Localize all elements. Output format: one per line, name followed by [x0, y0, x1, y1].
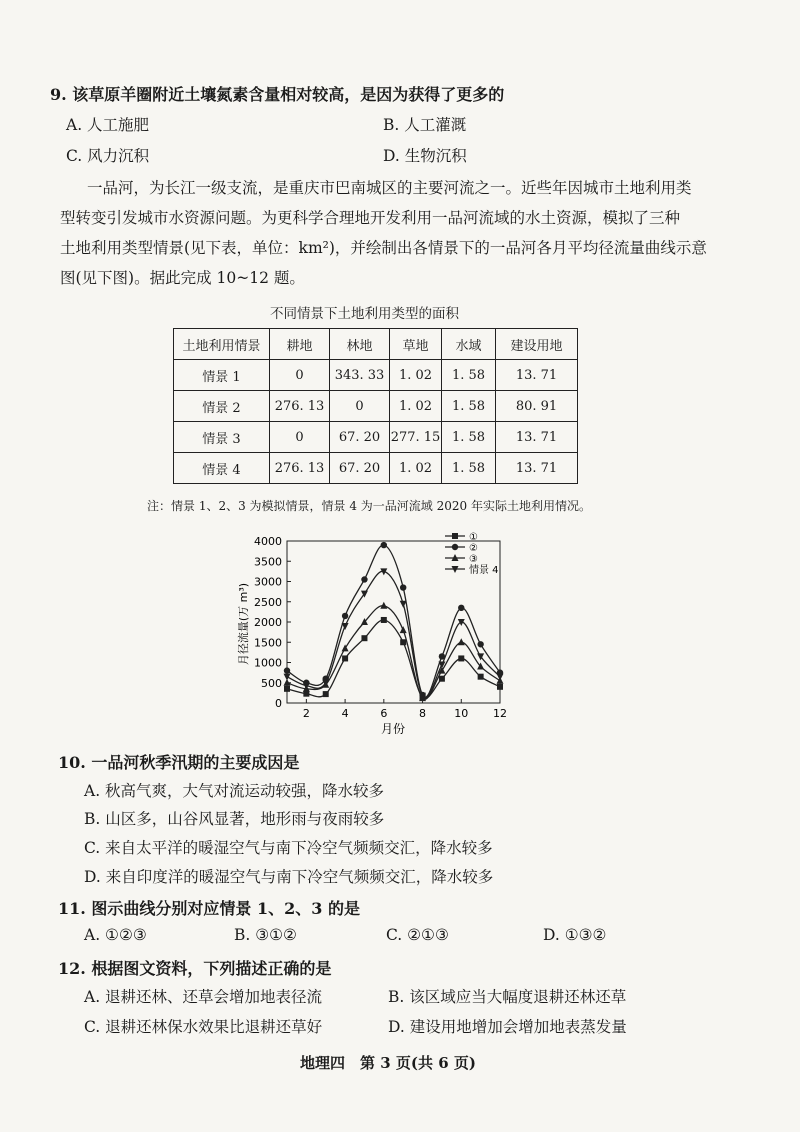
table-cell: 0 [270, 422, 330, 453]
data-point [284, 667, 290, 673]
data-point [400, 639, 406, 645]
q10-option-b: B. 山区多，山谷风显著，地形雨与夜雨较多 [84, 810, 385, 828]
data-point [381, 617, 387, 623]
y-tick-label: 3000 [254, 575, 282, 589]
q11-option-b: B. ③①② [234, 926, 297, 944]
table-cell: 0 [270, 360, 330, 391]
q9-option-b: B. 人工灌溉 [383, 116, 467, 134]
data-point [284, 686, 290, 692]
data-point [478, 674, 484, 680]
table-cell: 276. 13 [270, 391, 330, 422]
runoff-line-chart [225, 528, 555, 738]
q12-option-a: A. 退耕还林、还草会增加地表径流 [84, 988, 323, 1006]
table-cell: 67. 20 [330, 453, 390, 484]
legend-label: ③ [469, 554, 478, 565]
chart-y-axis-label: 月径流量(万 m³) [237, 582, 250, 666]
table-header-cell: 水域 [442, 329, 496, 360]
table-caption: 不同情景下土地利用类型的面积 [270, 306, 459, 322]
table-cell: 13. 71 [496, 422, 578, 453]
table-header-cell: 建设用地 [496, 329, 578, 360]
table-cell: 情景 4 [174, 453, 270, 484]
q9-option-d: D. 生物沉积 [383, 147, 467, 165]
q11-option-d: D. ①③② [543, 926, 607, 944]
table-header-cell: 草地 [390, 329, 442, 360]
q9-option-a: A. 人工施肥 [66, 116, 150, 134]
passage-line-4: 图(见下图)。据此完成 10~12 题。 [60, 269, 305, 287]
table-cell: 1. 58 [442, 391, 496, 422]
data-point [497, 684, 503, 690]
table-cell: 情景 3 [174, 422, 270, 453]
table-cell: 1. 02 [390, 453, 442, 484]
table-note: 注：情景 1、2、3 为模拟情景，情景 4 为一品河流域 2020 年实际土地利用情况。 [147, 499, 591, 513]
table-cell: 1. 58 [442, 360, 496, 391]
series-1 [284, 617, 503, 700]
legend-marker [452, 544, 458, 550]
q10-option-d: D. 来自印度洋的暖湿空气与南下冷空气频频交汇，降水较多 [84, 868, 494, 886]
table-cell: 343. 33 [330, 360, 390, 391]
table-cell: 13. 71 [496, 360, 578, 391]
y-tick-label: 0 [275, 697, 282, 710]
table-cell: 情景 1 [174, 360, 270, 391]
q11-option-c: C. ②①③ [386, 926, 449, 944]
q9-option-c: C. 风力沉积 [66, 147, 150, 165]
table-cell: 1. 02 [390, 360, 442, 391]
table-row [174, 391, 578, 422]
y-tick-label: 2000 [254, 616, 282, 629]
table-cell: 1. 58 [442, 453, 496, 484]
data-point [400, 601, 407, 608]
data-point [342, 613, 348, 619]
data-point [439, 676, 445, 682]
data-point [361, 576, 367, 582]
data-point [458, 655, 464, 661]
table-cell: 80. 91 [496, 391, 578, 422]
y-tick-label: 4000 [254, 535, 282, 548]
y-tick-label: 2500 [254, 595, 282, 609]
x-tick-label: 10 [454, 707, 469, 720]
table-cell: 277. 15 [390, 422, 442, 453]
table-header-row [174, 329, 578, 360]
y-tick-label: 3500 [254, 555, 282, 569]
q12-option-b: B. 该区域应当大幅度退耕还林还草 [388, 988, 627, 1006]
legend-label: ① [469, 532, 478, 543]
q12-option-c: C. 退耕还林保水效果比退耕还草好 [84, 1018, 323, 1036]
series-4 [284, 568, 504, 699]
legend-label: 情景 4 [469, 565, 499, 576]
page-footer: 地理四 第 3 页(共 6 页) [300, 1054, 476, 1072]
question-11-stem: 11. 图示曲线分别对应情景 1、2、3 的是 [58, 899, 360, 918]
x-tick-label: 4 [341, 707, 349, 720]
q10-option-a: A. 秋高气爽，大气对流运动较强，降水较多 [84, 782, 385, 800]
land-use-table [173, 328, 578, 484]
table-cell: 0 [330, 391, 390, 422]
data-point [323, 691, 329, 697]
series-3 [284, 602, 504, 701]
data-point [458, 605, 464, 611]
q12-option-d: D. 建设用地增加会增加地表蒸发量 [388, 1018, 627, 1036]
x-tick-label: 2 [302, 707, 310, 720]
data-point [381, 542, 387, 548]
data-point [458, 638, 465, 645]
legend-marker [452, 533, 458, 539]
series-line [287, 571, 500, 698]
table-cell: 67. 20 [330, 422, 390, 453]
data-point [284, 674, 291, 681]
question-12-stem: 12. 根据图文资料，下列描述正确的是 [58, 959, 332, 978]
table-cell: 情景 2 [174, 391, 270, 422]
passage-line-3: 土地利用类型情景(见下表，单位：km²)，并绘制出各情景下的一品河各月平均径流量曲线示意 [60, 239, 707, 257]
x-tick-label: 12 [493, 707, 507, 720]
table-header-cell: 耕地 [270, 329, 330, 360]
table-cell: 1. 02 [390, 391, 442, 422]
q11-option-a: A. ①②③ [84, 926, 147, 944]
table-cell: 276. 13 [270, 453, 330, 484]
table-row [174, 422, 578, 453]
q10-option-c: C. 来自太平洋的暖湿空气与南下冷空气频频交汇，降水较多 [84, 839, 493, 857]
x-tick-label: 8 [419, 707, 427, 720]
table-row [174, 453, 578, 484]
data-point [342, 655, 348, 661]
table-row [174, 360, 578, 391]
table-header-cell: 林地 [330, 329, 390, 360]
table-header-cell: 土地利用情景 [174, 329, 270, 360]
legend-label: ② [469, 543, 478, 554]
y-tick-label: 1500 [254, 636, 282, 650]
data-point [342, 623, 349, 630]
data-point [477, 641, 483, 647]
question-9-stem: 9. 该草原羊圈附近土壤氮素含量相对较高，是因为获得了更多的 [50, 85, 505, 104]
series-line [287, 620, 500, 698]
chart-x-axis-label: 月份 [380, 722, 406, 736]
table-cell: 1. 58 [442, 422, 496, 453]
data-point [400, 626, 407, 633]
y-tick-label: 1000 [254, 656, 282, 670]
data-point [400, 584, 406, 590]
data-point [361, 635, 367, 641]
x-tick-label: 6 [380, 707, 388, 720]
passage-line-2: 型转变引发城市水资源问题。为更科学合理地开发利用一品河流域的水土资源，模拟了三种 [60, 209, 681, 227]
question-10-stem: 10. 一品河秋季汛期的主要成因是 [58, 753, 300, 772]
y-tick-label: 500 [261, 676, 282, 690]
passage-line-1: 一品河，为长江一级支流，是重庆市巴南城区的主要河流之一。近些年因城市土地利用类 [87, 179, 692, 197]
table-cell: 13. 71 [496, 453, 578, 484]
